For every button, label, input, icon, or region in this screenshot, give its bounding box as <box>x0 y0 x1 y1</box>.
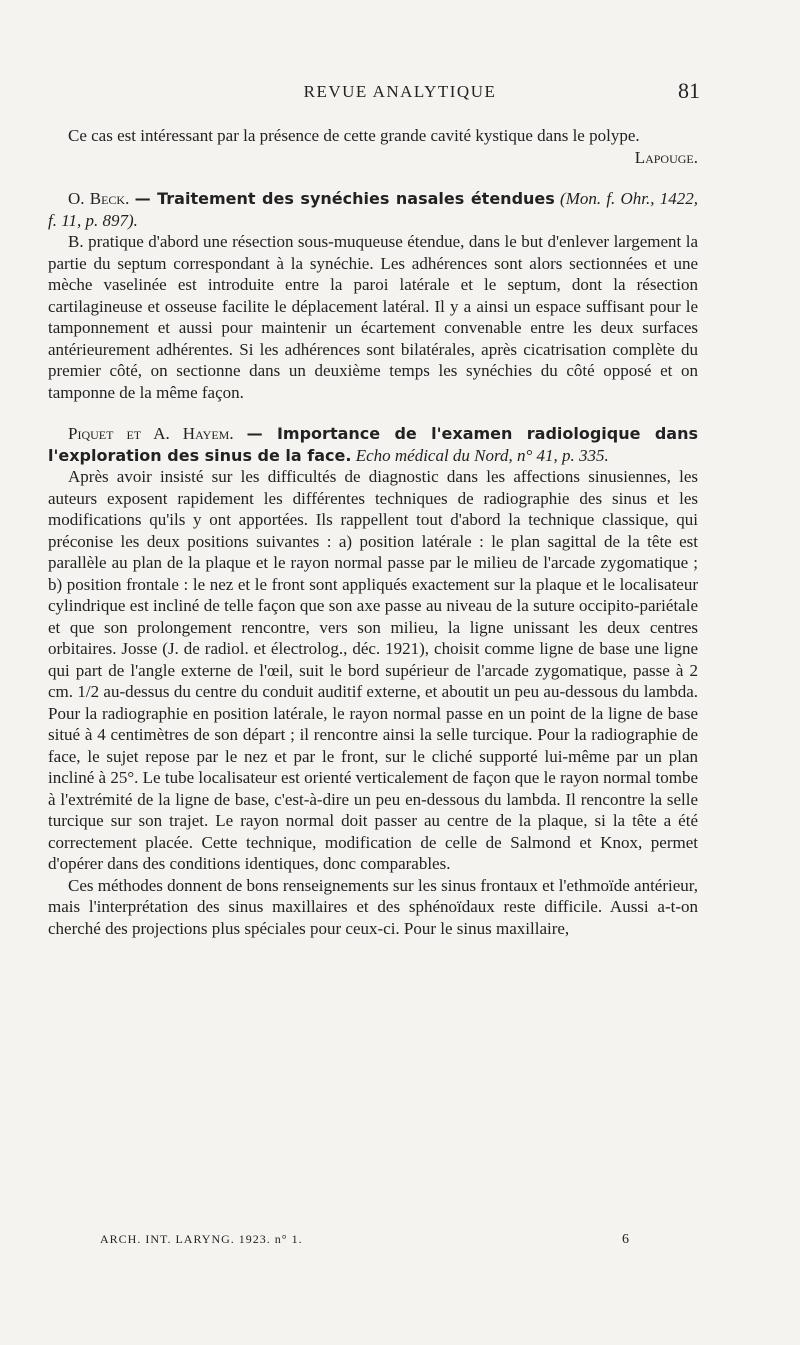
review-citation: Echo médical du Nord, n° 41, p. 335. <box>355 445 609 465</box>
review-title: — Importance de l'examen radiologique dans l'exploration des sinus de la face. <box>48 424 699 465</box>
page-number: 81 <box>678 78 700 103</box>
review-paragraph: Ces méthodes donnent de bons renseignements sur les sinus frontaux et l'ethmoïde antérieur, mais l'interprétation des sinus maxillaires et des sphénoïdaux reste difficile. Aussi a-t-on cherché des projections plus spéciales pour ceux-ci. Pour le sinus maxillaire, <box>48 875 698 938</box>
review-authors: O. Beck. <box>68 189 130 208</box>
running-title: REVUE ANALYTIQUE <box>303 82 497 101</box>
review-paragraph: Après avoir insisté sur les difficultés de diagnostic dans les affections sinusiennes, les auteurs exposent rapidement les différentes techniques de radiographie des sinus et les modifications qu'ils y ont apportées. Ils rappellent tout d'abord la technique classique, qui préconise les deux positions suivantes : a) position latérale : le plan sagittal de la tête est parallèle au plan de la plaque et le rayon normal passe par le milieu de l'arcade zygomatique ; b) position frontale : le nez et le front sont appliqués exactement sur la plaque et le localisateur cylindrique est incliné de telle façon que son axe passe au niveau de la suture occipito-pariétale et que son prolongement rencontre, vers son milieu, la ligne unissant les deux centres orbitaires. Josse (J. de radiol. et électrolog., déc. 1921), choisit comme ligne de base une ligne qui part de l'angle externe de l'œil, suit le bord supérieur de l'arcade zygomatique, passe à 2 cm. 1/2 au-dessus du centre du conduit auditif externe, et aboutit un peu au-dessous du lambda. Pour la radiographie en position latérale, le rayon normal passe en un point de la ligne de base situé à 4 centimètres de son départ ; il rencontre ainsi la selle turcique. Pour la radiographie de face, le sujet repose par le nez et par le front, sur le cliché supporté lui-même par un plan incliné à 25°. Le tube localisateur est orienté verticalement de façon que le rayon normal tombe à l'extrémité de la ligne de base, c'est-à-dire un peu en-dessous du lambda. Il rencontre la selle turcique sur son trajet. Le rayon normal doit passer au centre de la plaque, si la tête a été correctement placée. Cette technique, modification de celle de Salmond et Knox, permet d'opérer dans des conditions identiques, donc comparables. <box>48 467 698 873</box>
journal-reference: ARCH. INT. LARYNG. 1923. n° 1. <box>100 1232 303 1246</box>
review-signature: Lapouge. <box>634 147 698 167</box>
intro-paragraph: Ce cas est intéressant par la présence de cette grande cavité kystique dans le polype. <box>68 126 640 145</box>
review-paragraph: B. pratique d'abord une résection sous-muqueuse étendue, dans le but d'enlever largement la partie du septum correspondant à la synéchie. Les adhérences sont alors sectionnées et une mèche vaselinée est introduite entre la paroi latérale et le septum, dont la résection cartilagineuse et osseuse facilite le déplacement latéral. Il y a ainsi un espace suffisant pour le tamponnement et aussi pour maintenir un écartement convenable entre les deux surfaces antérieurement adhérentes. Si les adhérences sont bilatérales, après cicatrisation complète du premier côté, on sectionne dans un deuxième temps les synéchies du côté opposé et on tamponne de la même façon. <box>48 232 698 402</box>
review-heading <box>48 423 698 466</box>
page-header <box>0 78 800 108</box>
body-text <box>48 125 698 939</box>
page-footer <box>100 1232 630 1247</box>
signature-mark: 6 <box>622 1232 630 1247</box>
review-title: — Traitement des synéchies nasales étendues <box>134 189 555 208</box>
review-authors: Piquet et A. Hayem. <box>68 424 234 443</box>
review-entry-piquet <box>48 423 698 939</box>
review-entry-beck <box>48 188 698 403</box>
review-heading <box>48 188 698 231</box>
review-citation: (Mon. f. Ohr., 1422, f. 11, p. 897). <box>48 189 699 230</box>
